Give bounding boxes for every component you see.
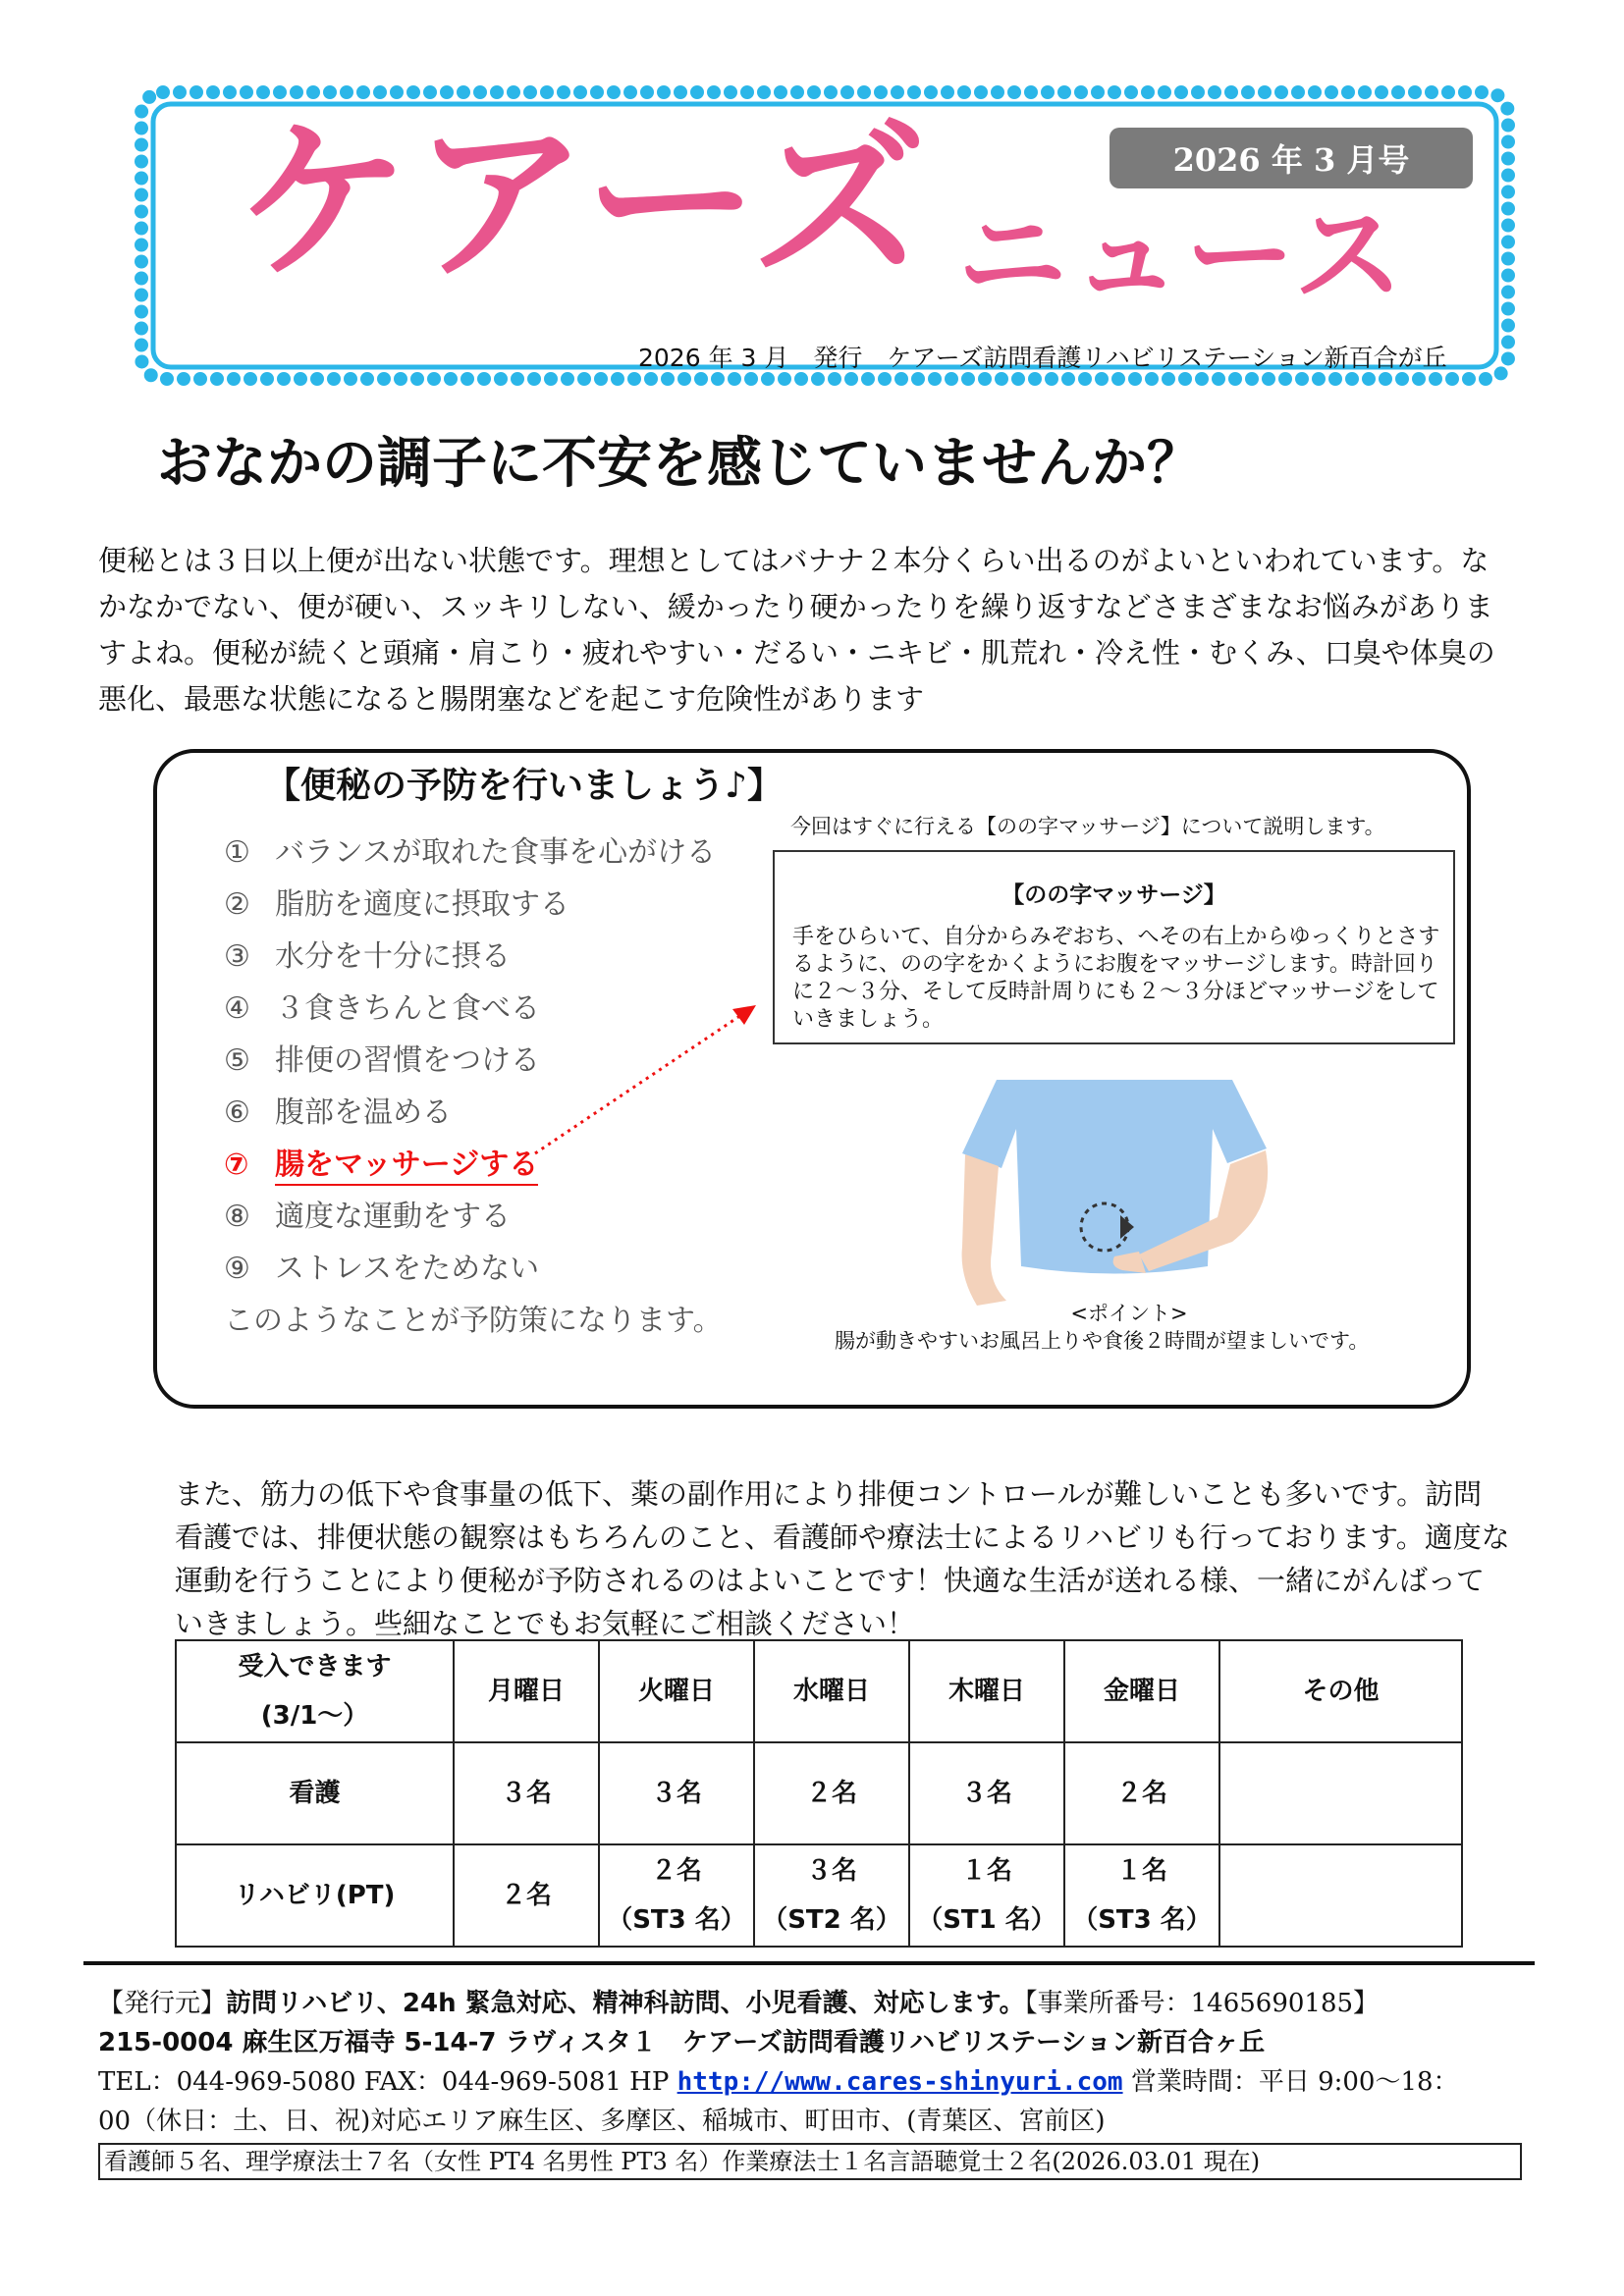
tip-8: ⑧ 適度な運動をする xyxy=(224,1200,511,1234)
table-header-row xyxy=(176,1640,1462,1742)
intro-paragraph: 便秘とは３日以上便が出ない状態です。理想としてはバナナ２本分くらい出るのがよいといわれています。なかなかでない、便が硬い、スッキリしない、緩かったり硬かったりを繰り返すなどさまざまなお悩みがありますよね。便秘が続くと頭痛・肩こり・疲れやすい・だるい・ニキビ・肌荒れ・冷え性・むくみ、口臭や体臭の悪化、最悪な状態になると腸閉塞などを起こす危険性があります xyxy=(98,544,1495,716)
table-cell: ２名 xyxy=(454,1844,599,1947)
table-cell: ２名 （ST3 名） xyxy=(599,1844,754,1947)
newsletter-logo-sub: ニュース xyxy=(957,192,1408,320)
massage-text: 手をひらいて、自分からみぞおち、へその右上からゆっくりとさするように、のの字をかくようにお腹をマッサージします。時計回りに２～３分、そして反時計周りにも２～３分ほどマッサージをしていきましょう。 xyxy=(792,925,1440,1032)
prevention-conclusion: このようなことが予防策になります。 xyxy=(224,1304,723,1338)
headline: おなかの調子に不安を感じていませんか？ xyxy=(157,432,1202,496)
dotted-arrow-icon xyxy=(511,991,766,1168)
table-header: 月曜日 xyxy=(454,1640,599,1742)
table-cell: １名 （ST3 名） xyxy=(1064,1844,1219,1947)
issue-badge: 2026 年 3 月号 xyxy=(1110,128,1473,188)
footer-address: 215-0004 麻生区万福寺 5-14-7 ラヴィスタ１ ケアーズ訪問看護リハビリステーション新百合ヶ丘 xyxy=(98,2028,1266,2057)
tip-9: ⑨ ストレスをためない xyxy=(224,1252,540,1286)
table-row xyxy=(176,1844,1462,1947)
table-row xyxy=(176,1742,1462,1844)
abdominal-massage-illustration xyxy=(938,1070,1291,1315)
table-cell: ３名 xyxy=(599,1742,754,1844)
table-cell: ３名 （ST2 名） xyxy=(754,1844,909,1947)
tip-2: ② 脂肪を適度に摂取する xyxy=(224,887,569,922)
table-header: 木曜日 xyxy=(909,1640,1064,1742)
tip-6: ⑥ 腹部を温める xyxy=(224,1095,452,1130)
table-header: 水曜日 xyxy=(754,1640,909,1742)
table-cell xyxy=(1219,1742,1462,1844)
tip-7-highlight: ⑦ 腸をマッサージする xyxy=(224,1140,538,1183)
newsletter-logo-main: ケアーズ xyxy=(236,101,929,304)
row-label: リハビリ(PT) xyxy=(176,1844,454,1947)
footer-contact-line: TEL：044-969-5080 FAX：044-969-5081 HP http://www.cares-shinyuri.com 営業時間：平日 9:00～18： xyxy=(98,2067,1459,2097)
footer-area: 00（休日：土、日、祝)対応エリア麻生区、多摩区、稲城市、町田市、(青葉区、宮前区) xyxy=(98,2107,1106,2136)
body-paragraph: また、筋力の低下や食事量の低下、薬の副作用により排便コントロールが難しいことも多いです。訪問看護では、排便状態の観察はもちろんのこと、看護師や療法士によるリハビリも行っております。適度な運動を行うことにより便秘が予防されるのはよいことです！快適な生活が送れる様、一緒にがんばっていきましょう。些細なことでもお気軽にご相談ください！ xyxy=(175,1477,1510,1640)
massage-intro: 今回はすぐに行える【のの字マッサージ】について説明します。 xyxy=(790,815,1385,838)
table-cell: ３名 xyxy=(454,1742,599,1844)
row-label: 看護 xyxy=(176,1742,454,1844)
massage-title: 【のの字マッサージ】 xyxy=(1001,882,1226,908)
table-cell: ３名 xyxy=(909,1742,1064,1844)
table-cell: ２名 xyxy=(1064,1742,1219,1844)
table-header: その他 xyxy=(1219,1640,1462,1742)
table-corner: 受入できます (3/1～） xyxy=(176,1640,454,1742)
publish-line: 2026 年 3 月 発行 ケアーズ訪問看護リハビリステーション新百合が丘 xyxy=(638,344,1447,372)
table-header: 金曜日 xyxy=(1064,1640,1219,1742)
tip-1: ① バランスが取れた食事を心がける xyxy=(224,835,717,870)
staff-count-box: 看護師５名、理学療法士７名（女性 PT4 名男性 PT3 名）作業療法士１名言語聴覚士２名(2026.03.01 現在) xyxy=(98,2143,1522,2180)
tip-5: ⑤ 排便の習慣をつける xyxy=(224,1043,540,1078)
availability-table xyxy=(175,1639,1463,1948)
table-cell: １名 （ST1 名） xyxy=(909,1844,1064,1947)
tip-3: ③ 水分を十分に摂る xyxy=(224,939,511,974)
point-text: 腸が動きやすいお風呂上りや食後２時間が望ましいです。 xyxy=(835,1329,1370,1353)
table-header: 火曜日 xyxy=(599,1640,754,1742)
table-cell: ２名 xyxy=(754,1742,909,1844)
prevention-title: 【便秘の予防を行いましょう♪】 xyxy=(265,766,783,806)
table-cell xyxy=(1219,1844,1462,1947)
footer-services-line: 【発行元】訪問リハビリ、24h 緊急対応、精神科訪問、小児看護、対応します。【事業所番号：1465690185】 xyxy=(98,1989,1380,2018)
tip-4: ④ ３食きちんと食べる xyxy=(224,991,540,1026)
website-link[interactable]: http://www.cares-shinyuri.com xyxy=(677,2067,1123,2097)
point-label: <ポイント> xyxy=(1070,1302,1188,1325)
footer-divider xyxy=(83,1961,1535,1965)
